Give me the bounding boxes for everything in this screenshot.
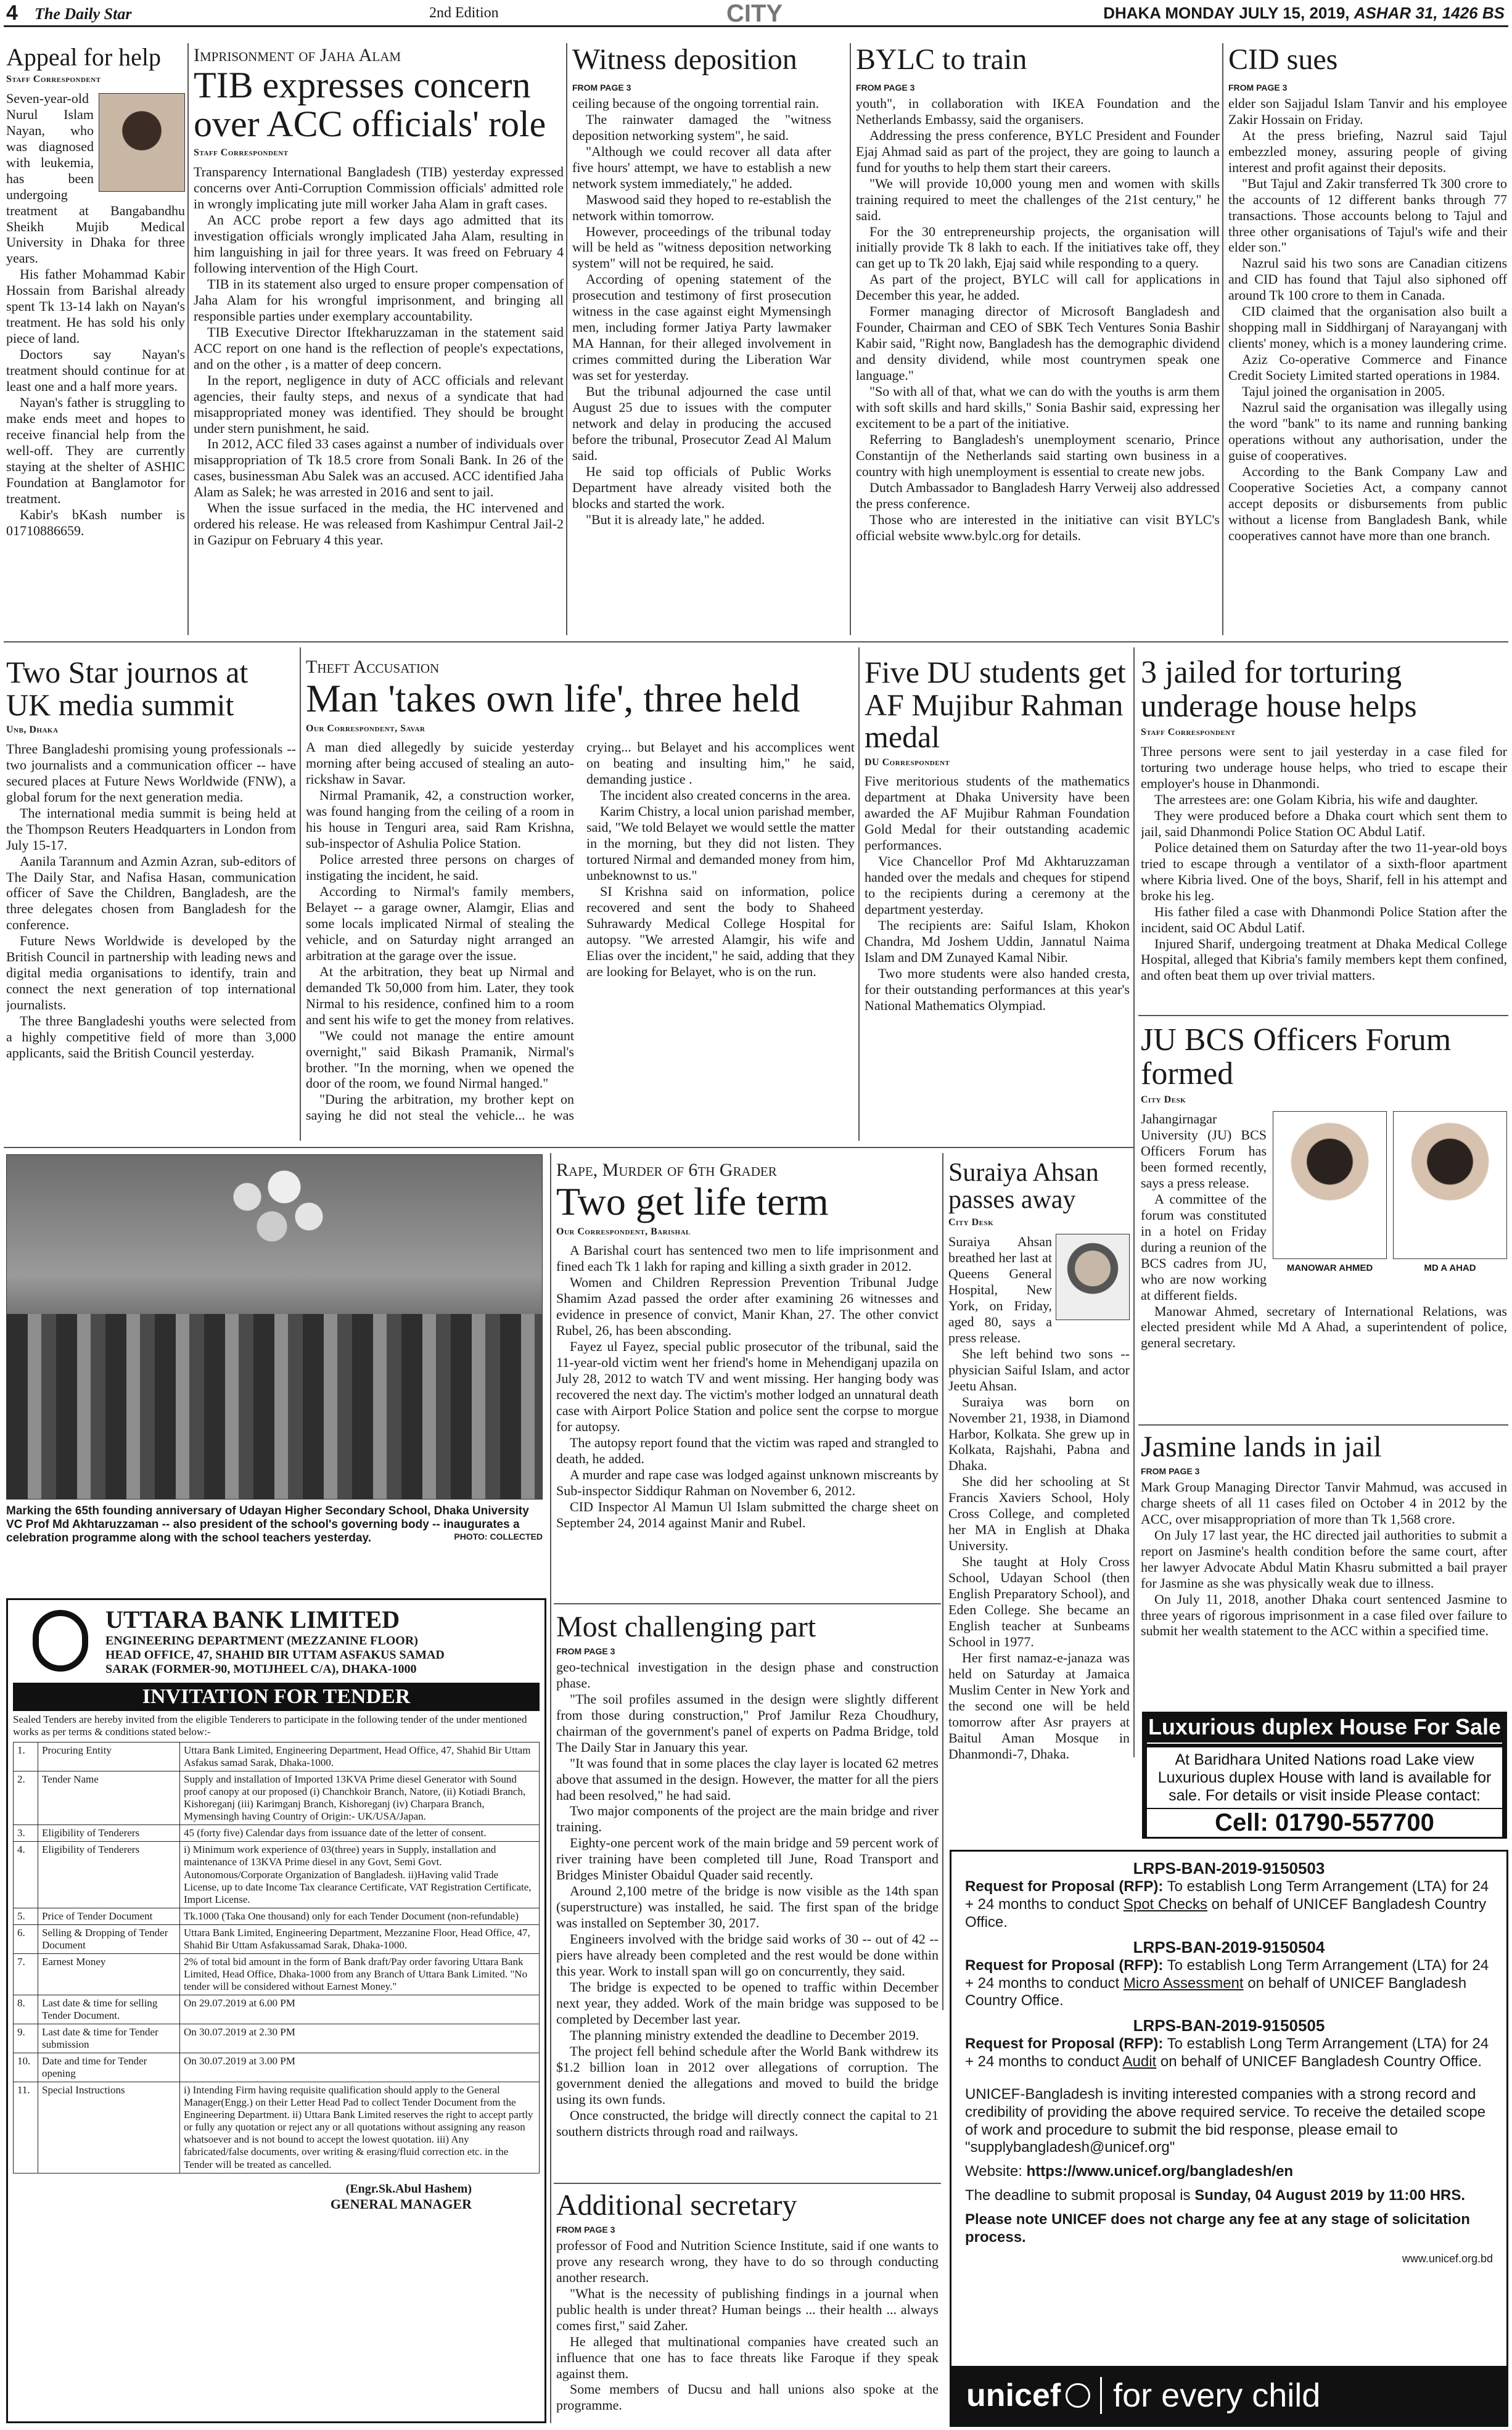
theft-p4: According to Nirmal's family members, Belayet -- a garage owner, Alamgir, Elias and some locals implicated Nirmal of stealing the vehicle, and on Saturday night arranged an arbitration at the garage over the issue. — [306, 884, 574, 963]
tender-row-label: Selling & Dropping of Tender Document — [38, 1924, 180, 1953]
tender-row-value: i) Minimum work experience of 03(three) years in Supply, installation and maintenance of 13KVA Prime diesel in any Govt, Semi Govt. Autonomous/Corporate Organization of Bangladesh. ii)Having valid Trade License, up to date Income Tax clearance Certificate, VAT Registration Certificate, Import License. — [180, 1842, 540, 1908]
witness-headline: Witness deposition — [572, 44, 797, 76]
witness-p2: The rainwater damaged the "witness deposition networking system", he said. — [572, 111, 831, 143]
cid-p5: CID claimed that the organisation also built a shopping mall in Siddhirganj of Narayanganj with clients' money, which is a money laundering crime. — [1228, 303, 1507, 351]
rape-p2: Women and Children Repression Prevention Tribunal Judge Shamim Azad passed the order after examining 26 witnesses and evidence in presence of convict, Manir Khan, 27. The other convict Rubel, 26, has been absconding. — [556, 1275, 939, 1339]
tib-p6: In 2012, ACC filed 33 cases against a number of individuals over misappropriation of Tk 18.5 crore from Sonali Bank. In 26 of the cases, businessman Abu Salek was an accused. ACC identified Jaha Alam as Salek; he was arrested in 2016 and sent to jail. — [194, 436, 564, 500]
ju-photos — [1273, 1111, 1507, 1290]
appeal-p4: Nayan's father is struggling to make ends meet and hopes to receive financial help from the well-off. They are currently staying at the shelter of ASHIC Foundation at Banglamotor for treatment. — [6, 394, 185, 506]
rape-p3: Fayez ul Fayez, special public prosecutor of the tribunal, said the 11-year-old victim went her friend's home in Mehendiganj upazila on July 28, 2012 to watch TV and went missing. Her hanging body was recovered the next day. The victim's mother lodged an unnatural death case with Airport Police Station and police sent the corpse to morgue for autopsy. — [556, 1339, 939, 1434]
secretary-p2: "What is the necessity of publishing findings in a journal when public health is under threat? Human beings ... their health ... always comes first," said Zaher. — [556, 2285, 939, 2333]
tender-row-label: Tender Name — [38, 1771, 180, 1825]
tender-row-number: 1. — [14, 1742, 38, 1771]
tender-banner: INVITATION FOR TENDER — [13, 1683, 540, 1711]
tender-row-number: 9. — [14, 2024, 38, 2053]
theft-kicker: Theft Accusation — [306, 657, 440, 677]
bank-name: UTTARA BANK LIMITED — [105, 1606, 400, 1633]
theft-headline: Man 'takes own life', three held — [306, 676, 800, 721]
du-story — [865, 656, 1130, 1143]
witness-p6: According of opening statement of the prosecution and testimony of first prosecution witness in the case against eight Mymensingh men, including former Jatiya Party lawmaker MA Hannan, for their alleged involvement in crimes committed during the Liberation War was set for yesterday. — [572, 271, 831, 384]
photo-caption-text: Marking the 65th founding anniversary of Udayan Higher Secondary School, Dhaka University VC Prof Md Akhtaruzzaman -- also president of the school's governing body -- inaugurates a celebration programme along with the school teachers yesterday. — [6, 1504, 529, 1545]
jasmine-p3: On July 11, 2018, another Dhaka court sentenced Jasmine to three years of rigorous imprisonment in a case filed over failure to submit her wealth statement to the ACC within a specified time. — [1141, 1591, 1507, 1639]
bank-logo-icon — [33, 1610, 88, 1672]
appeal-p5: Kabir's bKash number is 01710886659. — [6, 506, 185, 538]
rape-p6: CID Inspector Al Mamun Ul Islam submitted the charge sheet on September 24, 2014 against Manir and Rubel. — [556, 1498, 939, 1530]
tender-row-label: Eligibility of Tenderers — [38, 1825, 180, 1842]
twostar-p4: Future News Worldwide is developed by the British Council in partnership with leading news and digital media organisations to identify, train and connect the next generation of top international journalists. — [6, 933, 296, 1013]
jailed-story — [1141, 656, 1507, 1008]
unicef-url[interactable]: www.unicef.org.bd — [1402, 2252, 1493, 2265]
bylc-headline: BYLC to train — [856, 44, 1027, 76]
page-number: 4 — [6, 1, 18, 25]
cid-story — [1228, 44, 1507, 630]
secretary-p3: He alleged that multinational companies have created such an influence that one has to face threats like Faroque if they speak against them. — [556, 2333, 939, 2381]
website-url[interactable]: https://www.unicef.org/bangladesh/en — [1026, 2163, 1294, 2180]
twostar-byline: Unb, Dhaka — [6, 724, 59, 735]
ju-byline: City Desk — [1141, 1094, 1186, 1106]
theft-p1: A man died allegedly by suicide yesterday morning after being accused of stealing an auto-rickshaw in Savar. — [306, 739, 574, 787]
rfp-service: Audit — [1122, 2053, 1157, 2071]
tender-row-number: 7. — [14, 1953, 38, 1995]
rfp-tail: on behalf of UNICEF Bangladesh Country Office. — [1160, 2053, 1482, 2071]
bylc-p7: "So with all of that, what we can do with the youths is arm them with soft skills and hard skills," Sonia Bashir said, expressing her excitement to be a part of the initiative. — [856, 384, 1220, 431]
twostar-p5: The three Bangladeshi youths were selected from a highly competitive field of more than 3,000 applicants, said the British Council yesterday. — [6, 1013, 296, 1061]
tender-row — [14, 1742, 540, 1771]
theft-p10: SI Krishna said on information, police recovered and sent the body to Shaheed Suhrawardy Medical College Hospital for autopsy. "We arrested Alamgir, his wife and Elias over the incident," he said, adding that they are looking for Belayet, who is on the run. — [586, 884, 855, 979]
jailed-p5: His father filed a case with Dhanmondi Police Station after the incident, said OC Abdul Latif. — [1141, 903, 1507, 935]
tender-row-value: 45 (forty five) Calendar days from issuance date of the letter of consent. — [180, 1825, 540, 1842]
rfp-desc: To establish Long Term Arrangement (LTA) for 24 + 24 months to conduct — [965, 1956, 1489, 1992]
appeal-p3: Doctors say Nayan's treatment should continue for at least one and a half more years. — [6, 347, 185, 395]
cid-p7: Tajul joined the organisation in 2005. — [1242, 384, 1445, 400]
theft-p9: Karim Chistry, a local union parishad member, said, "We told Belayet we would settle the matter in the morning, but they did not listen. They tortured Nirmal and demanded money from him, unbeknownst to us." — [586, 803, 855, 884]
theft-p2: Nirmal Pramanik, 42, a construction worker, was found hanging from the ceiling of a room in his house in Tenguri area, said Ram Krishna, sub-inspector of Ashulia Police Station. — [306, 787, 574, 852]
manowar-photo — [1273, 1111, 1387, 1259]
challenging-p5: Eighty-one percent work of the main bridge and 59 percent work of river training have been completed till June, Road Transport and Bridges Minister Obaidul Quader said recently. — [556, 1835, 939, 1883]
challenging-p3: "It was found that in some places the clay layer is located 62 metres above that assumed in the design. However, the matter for all the piers had been resolved," he had said. — [556, 1755, 939, 1803]
tender-row-label: Special Instructions — [38, 2082, 180, 2173]
bylc-p8: Referring to Bangladesh's unemployment scenario, Prince Constantijn of the Netherlands said starting own business in a country with high unemployment is essential to create new jobs. — [856, 431, 1220, 479]
theft-p8: The incident also created concerns in the area. — [600, 787, 851, 803]
jailed-headline: 3 jailed for torturing underage house helps — [1141, 656, 1417, 724]
jasmine-story — [1141, 1432, 1507, 1703]
rfp-text — [965, 1878, 1493, 1931]
appeal-p2: His father Mohammad Kabir Hossain from Barishal already spent Tk 13-14 lakh on Nayan's treatment. He has sold his only piece of land. — [6, 266, 185, 347]
challenging-p1: geo-technical investigation in the design phase and construction phase. — [556, 1659, 939, 1691]
jailed-p1: Three persons were sent to jail yesterday in a case filed for torturing two underage house helps, who tried to escape their employer's house in Dhanmondi. — [1141, 744, 1507, 791]
suraiya-p4: She did her schooling at St Francis Xaviers School, Holy Cross College, and completed her MA in English at Dhaka University. — [948, 1474, 1130, 1554]
rape-story — [556, 1159, 939, 1603]
twostar-story — [6, 656, 296, 1143]
secretary-story — [556, 2190, 939, 2428]
ju-story — [1141, 1024, 1507, 1418]
appeal-story — [6, 44, 185, 630]
duplex-cell: Cell: 01790-557700 — [1147, 1809, 1502, 1837]
bylc-p1: youth", in collaboration with IKEA Foundation and the Netherlands Embassy, said the organisers. — [856, 95, 1220, 127]
tender-row-number: 8. — [14, 1995, 38, 2024]
challenging-p8: The bridge is expected to be opened to traffic within December next year, they added. Work of the main bridge was supposed to be completed by December last year. — [556, 1979, 939, 2027]
jasmine-from: FROM PAGE 3 — [1141, 1466, 1200, 1477]
appeal-byline: Staff Correspondent — [6, 74, 101, 84]
secretary-headline: Additional secretary — [556, 2190, 797, 2222]
ju-p2: A committee of the forum was constituted in a hotel on Friday during a reunion of the BCS cadres from JU, who are now working at different fields. — [1141, 1191, 1267, 1303]
du-p1: Five meritorious students of the mathematics department at Dhaka University have been awarded the AF Mujibur Rahman Foundation Gold Medal for their outstanding academic performances. — [865, 773, 1130, 853]
bank-dept: ENGINEERING DEPARTMENT (MEZZANINE FLOOR) — [105, 1634, 418, 1648]
bylc-from: FROM PAGE 3 — [856, 83, 915, 93]
rfp-ref: LRPS-BAN-2019-9150504 — [1133, 1937, 1325, 1956]
appeal-headline: Appeal for help — [6, 44, 162, 71]
twostar-p1: Three Bangladeshi promising young professionals -- two journalists and a communication officer -- have secured places at Future News Worldwide (FNW), a global forum for the next generation media. — [6, 741, 296, 805]
bangla-date: ASHAR 31, 1426 BS — [1354, 4, 1505, 22]
rfp-block — [965, 1859, 1493, 1932]
tender-row-value: 2% of total bid amount in the form of Bank draft/Pay order favoring Uttara Bank Limited, Head Office, Dhaka-1000 from any Branch of Uttara Bank Limited. "No tender will be considered without Earnest Money." — [180, 1953, 540, 1995]
rfp-label: Request for Proposal (RFP): — [965, 1878, 1164, 1895]
bank-signer-title: GENERAL MANAGER — [330, 2196, 472, 2212]
tender-row — [14, 2024, 540, 2053]
tender-row-number: 6. — [14, 1924, 38, 1953]
tender-row — [14, 1825, 540, 1842]
rape-headline: Two get life term — [556, 1180, 829, 1224]
bylc-p6: Former managing director of Microsoft Bangladesh and Founder, Chairman and CEO of SBK Tech Ventures Sonia Bashir Kabir said, "Right now, Bangladesh has the demographic dividend and density dividend, while most countrymen speak one language." — [856, 303, 1220, 384]
suraiya-p6: Her first namaz-e-janaza was held on Saturday at Jamaica Muslim Center in New York and the second one will be held tomorrow after Asr prayers at Baitul Aman Mosque in Dhanmondi-7, Dhaka. — [948, 1649, 1130, 1762]
suraiya-p3: Suraiya was born on November 21, 1938, in Diamond Harbor, Kolkata. She grew up in Kolkata, Rajshahi, Pabna and Dhaka. — [948, 1394, 1130, 1474]
bank-signer: (Engr.Sk.Abul Hashem) — [345, 2182, 472, 2196]
globe-icon — [1066, 2383, 1090, 2408]
tib-p5: In the report, negligence in duty of ACC officials and relevant agencies, their faulty steps, and nexus of a syndicate that had misappropriated money was identified. They should be brought under stern punishment, he said. — [194, 372, 564, 436]
cid-from: FROM PAGE 3 — [1228, 83, 1288, 93]
tender-row — [14, 2082, 540, 2173]
tender-row-number: 3. — [14, 1825, 38, 1842]
tender-row-value: i) Intending Firm having requisite qualification should apply to the General Manager(Engg.) on their Letter Head Pad to collect Tender Document from the Engineering Department. ii) Uttara Bank Limited reserves the right to accept partly or fully any quotation or reject any or all quotations without assigning any reason whatsoever and is not bound to accept the lowest quotation. iii) Any fabricated/false documents, over writing & erasing/fluid correction etc. in the Tender will be treated as cancelled. — [180, 2082, 540, 2173]
witness-story — [572, 44, 831, 630]
unicef-footer — [951, 2366, 1506, 2425]
theft-p3: Police arrested three persons on charges of instigating the incident, he said. — [306, 852, 574, 884]
cid-p8: Nazrul said the organisation was illegally using the word "bank" to its name and running banking operations without any authorisation, under the guise of cooperatives. — [1228, 400, 1507, 463]
challenging-p4: Two major components of the project are the main bridge and river training. — [556, 1803, 939, 1835]
rape-byline: Our Correspondent, Barishal — [556, 1226, 691, 1237]
tib-kicker: Imprisonment of Jaha Alam — [194, 45, 401, 65]
du-p4: Two more students were also handed cresta, for their outstanding performances at this year's National Mathematics Olympiad. — [865, 965, 1130, 1013]
tender-row-value: Uttara Bank Limited, Engineering Department, Mezzanine Floor, Head Office, 47, Shahid Bir Uttam Asfakussamad Sarak, Dhaka-1000. — [180, 1924, 540, 1953]
tender-row-value: Supply and installation of Imported 13KVA Prime diesel Generator with Sound proof canopy at our proposed (i) Chanchkoir Branch, Natore, (ii) Kotiadi Branch, Kishoreganj (iii) Karimganj Branch, Kishoreganj (iv) Charpara Branch, Mymensingh having Country of Origin:- UK/USA/Japan. — [180, 1771, 540, 1825]
tender-row-label: Procuring Entity — [38, 1742, 180, 1771]
theft-story — [306, 656, 855, 1143]
secretary-p1: professor of Food and Nutrition Science Institute, said if one wants to prove any research wrong, they have to do so through conducting another research. — [556, 2237, 939, 2285]
ahad-photo — [1393, 1111, 1507, 1259]
witness-p9: "But it is already late," he added. — [586, 511, 765, 527]
deadline-value: Sunday, 04 August 2019 by 11:00 HRS. — [1194, 2186, 1466, 2204]
witness-p5: However, proceedings of the tribunal today will be held as "witness deposition networking system" will not be required, he said. — [572, 223, 831, 271]
rfp-block — [965, 2016, 1493, 2071]
tender-row-value: Uttara Bank Limited, Engineering Department, Head Office, 47, Shahid Bir Uttam Asfakus samad Sarak, Dhaka-1000. — [180, 1742, 540, 1771]
tender-row-value: Tk.1000 (Taka One thousand) only for each Tender Document (non-refundable) — [180, 1908, 540, 1924]
rfp-tail: on behalf of UNICEF Bangladesh Country Office. — [965, 1895, 1487, 1931]
website-label: Website: — [965, 2163, 1022, 2180]
witness-p8: He said top officials of Public Works Department have already visited both the blocks and started the work. — [572, 463, 831, 511]
theft-byline: Our Correspondent, Savar — [306, 723, 425, 734]
jailed-p3: They were produced before a Dhaka court which sent them to jail, said Dhanmondi Police Station OC Abdul Latif. — [1141, 807, 1507, 839]
unicef-logo: unicef — [966, 2378, 1061, 2413]
ju-headline: JU BCS Officers Forum formed — [1141, 1024, 1452, 1091]
tender-row — [14, 1953, 540, 1995]
suraiya-p5: She taught at Holy Cross School, Udayan School (then English Preparatory School), and Eden College. She became an English teacher at Sunbeams School in 1977. — [948, 1554, 1130, 1649]
rfp-ref: LRPS-BAN-2019-9150503 — [1133, 1859, 1325, 1878]
tib-p7: When the issue surfaced in the media, the HC intervened and ordered his release. He was released from Kashimpur Central Jail-2 in Gazipur on February 4 this year. — [194, 500, 564, 548]
rfp-text — [965, 2035, 1493, 2071]
unicef-tagline: for every child — [1113, 2376, 1321, 2414]
suraiya-photo — [1056, 1234, 1130, 1320]
uttara-bank-ad — [6, 1598, 546, 2423]
ju-p1: Jahangirnagar University (JU) BCS Officers Forum has been formed recently, says a press release. — [1141, 1111, 1267, 1191]
cid-p2: At the press briefing, Nazrul said Tajul embezzled money, assuring people of giving interest and profit against their deposits. — [1228, 127, 1507, 175]
bank-address2: SARAK (FORMER-90, MOTIJHEEL C/A), DHAKA-1000 — [105, 1662, 417, 1676]
cid-p1: elder son Sajjadul Islam Tanvir and his employee Zakir Hossain on Friday. — [1228, 95, 1507, 127]
tender-row — [14, 1842, 540, 1908]
suraiya-byline: City Desk — [948, 1217, 994, 1228]
theft-p6: "We could not manage the entire amount overnight," said Bikash Pramanik, Nirmal's brother. "In the morning, when we opened the door of the room, we found Nirmal hanged." — [306, 1027, 574, 1091]
witness-p3: "Although we could recover all data after five hours' attempt, we have to establish a new network system immediately," he added. — [572, 143, 831, 191]
rape-p4: The autopsy report found that the victim was raped and strangled to death, he added. — [556, 1434, 939, 1466]
edition-label: 2nd Edition — [429, 5, 499, 21]
challenging-from: FROM PAGE 3 — [556, 1646, 615, 1657]
tender-row — [14, 2053, 540, 2082]
jailed-p4: Police detained them on Saturday after the two 11-year-old boys tried to escape through a ventilator of a sixth-floor apartment where Kibria lived. One of the boys, Sharif, fell in his attempt and broke his leg. — [1141, 839, 1507, 903]
rape-p5: A murder and rape case was lodged against unknown miscreants by Sub-inspector Siddiqur Rahman on November 6, 2012. — [556, 1466, 939, 1498]
school-celebration-photo — [6, 1154, 543, 1500]
cid-p9: According to the Bank Company Law and Cooperative Societies Act, a company cannot accept deposits or disbursements from public without a license from Bangladesh Bank, while cooperatives cannot have more than one branch. — [1228, 463, 1507, 543]
suraiya-p2: She left behind two sons -- physician Saiful Islam, and actor Jeetu Ahsan. — [948, 1345, 1130, 1394]
paper-name: The Daily Star — [35, 5, 132, 23]
secretary-p4: Some members of Ducsu and hall unions also spoke at the programme. — [556, 2381, 939, 2413]
tib-story — [194, 44, 564, 630]
theft-columns — [306, 739, 855, 1134]
rfp-label: Request for Proposal (RFP): — [965, 1956, 1164, 1974]
unicef-note: Please note UNICEF does not charge any fee at any stage of solicitation process. — [965, 2210, 1470, 2246]
tender-row-label: Eligibility of Tenderers — [38, 1842, 180, 1908]
tender-row-number: 11. — [14, 2082, 38, 2173]
photo-credit: PHOTO: COLLECTED — [454, 1532, 543, 1541]
jailed-p6: Injured Sharif, undergoing treatment at Dhaka Medical College Hospital, alleged that Kibria's family members kept them confined, and often beat them up over trivial matters. — [1141, 935, 1507, 983]
secretary-from: FROM PAGE 3 — [556, 2225, 615, 2235]
appeal-p1: Seven-year-old Nurul Islam Nayan, who was diagnosed with leukemia, has been undergoing treatment at Bangabandhu Sheikh Mujib Medical University in Dhaka for three years. — [6, 90, 185, 266]
tender-row-label: Price of Tender Document — [38, 1908, 180, 1924]
bank-address1: HEAD OFFICE, 47, SHAHID BIR UTTAM ASFAKUS SAMAD — [105, 1648, 445, 1662]
tender-row-value: On 29.07.2019 at 6.00 PM — [180, 1995, 540, 2024]
dateline — [1103, 4, 1505, 23]
theft-p7: "During the arbitration, my brother kept on saying he did not steal the vehicle... he was crying... but Belayet and his accomplices went on beating and insulting him," he said, demanding justice . — [306, 739, 855, 1123]
manowar-caption: MANOWAR AHMED — [1286, 1263, 1373, 1274]
tender-row-number: 4. — [14, 1842, 38, 1908]
ju-p3: Manowar Ahmed, secretary of International Relations, was elected president while Md A Ahad, a superintendent of police, general secretary. — [1141, 1303, 1507, 1351]
witness-from: FROM PAGE 3 — [572, 83, 631, 93]
du-p2: Vice Chancellor Prof Md Akhtaruzzaman handed over the medals and cheques for stipend to the recipients during a ceremony at the department yesterday. — [865, 853, 1130, 917]
tender-row — [14, 1771, 540, 1825]
balloons — [210, 1167, 334, 1266]
twostar-p2: The international media summit is being held at the Thompson Reuters Headquarters in London from July 15-17. — [6, 805, 296, 853]
photo-caption — [6, 1504, 543, 1545]
crowd — [7, 1314, 542, 1499]
masthead — [4, 0, 1508, 27]
deadline-label: The deadline to submit proposal is — [965, 2186, 1191, 2204]
tib-byline: Staff Correspondent — [194, 147, 289, 158]
du-p3: The recipients are: Saiful Islam, Khokon Chandra, Md Joshem Uddin, Jannatul Naima Islam and DM Zunayed Kamal Nibir. — [865, 917, 1130, 965]
cid-p4: Nazrul said his two sons are Canadian citizens and CID has found that Tajul also siphoned off around Tk 100 crore to them in Canada. — [1228, 255, 1507, 303]
tender-row — [14, 1924, 540, 1953]
bylc-p10: Those who are interested in the initiative can visit BYLC's official website www.bylc.org for details. — [856, 511, 1220, 543]
challenging-headline: Most challenging part — [556, 1612, 816, 1643]
jasmine-headline: Jasmine lands in jail — [1141, 1432, 1382, 1463]
rfp-text — [965, 1957, 1493, 2010]
witness-p7: But the tribunal adjourned the case until August 25 due to issues with the computer network and delay in producing the accused before the tribunal, Prosecutor Zead Al Malum said. — [572, 384, 831, 463]
bylc-p5: As part of the project, BYLC will call for applications in December this year, he added. — [856, 271, 1220, 303]
nayan-photo — [99, 93, 185, 192]
jailed-byline: Staff Correspondent — [1141, 727, 1236, 738]
tib-p2: An ACC probe report a few days ago admitted that its investigation officials wrongly implicated Jaha Alam, resulting in him languishing in jail for three years. It was freed on February 4 following intervention of the High Court. — [194, 212, 564, 276]
cid-headline: CID sues — [1228, 44, 1338, 76]
unicef-deadline — [951, 2181, 1506, 2205]
tib-p1: Transparency International Bangladesh (TIB) yesterday expressed concerns over Anti-Corruption Commission officials' admitted role in wrongly implicating jute mill worker Jaha Alam in graft cases. — [194, 164, 564, 212]
rfp-tail: on behalf of UNICEF Bangladesh Country Office. — [965, 1974, 1467, 2009]
rfp-service: Micro Assessment — [1123, 1974, 1244, 1992]
twostar-p3: Aanila Tarannum and Azmin Azran, sub-editors of The Daily Star, and Nafisa Hasan, communication officer of Save the Children, Bangladesh, are the three delegates chosen from Bangladesh for the conference. — [6, 853, 296, 933]
rfp-desc: To establish Long Term Arrangement (LTA) for 24 + 24 months to conduct — [965, 2035, 1489, 2071]
twostar-headline: Two Star journos at UK media summit — [6, 656, 249, 722]
tib-p3: TIB in its statement also urged to ensure proper compensation of Jaha Alam for his wrongful imprisonment, and bringing all responsible parties under exemplary accountability. — [194, 276, 564, 324]
duplex-title: Luxurious duplex House For Sale — [1147, 1714, 1502, 1744]
tib-p4: TIB Executive Director Iftekharuzzaman in the statement said ACC report on one hand is the reflection of people's expectations, and on the other , is a matter of deep concern. — [194, 324, 564, 372]
du-byline: DU Correspondent — [865, 757, 950, 768]
date-text: DHAKA MONDAY JULY 15, 2019, — [1103, 4, 1350, 22]
rfp-service: Spot Checks — [1123, 1895, 1207, 1913]
tender-row-number: 10. — [14, 2053, 38, 2082]
unicef-ad — [950, 1850, 1508, 2427]
rape-p1: A Barishal court has sentenced two men to life imprisonment and fined each Tk 1 lakh for raping and killing a sixth grader in 2012. — [556, 1242, 939, 1275]
bylc-p3: "We will provide 10,000 young men and women with skills training required to meet the challenges of the 21st century," he said. — [856, 175, 1220, 223]
tender-row — [14, 1995, 540, 2024]
challenging-p2: "The soil profiles assumed in the design were slightly different from those during construction," Prof Jamilur Reza Choudhury, chairman of the government's panel of experts on Padma Bridge, told The Daily Star in January this year. — [556, 1691, 939, 1755]
unicef-invite: UNICEF-Bangladesh is inviting interested companies with a strong record and credibility of providing the above required service. To receive the detailed scope of work and procedure to submit the bid response, please email to "supplybangladesh@unicef.org" — [965, 2085, 1486, 2156]
jasmine-p1: Mark Group Managing Director Tanvir Mahmud, was accused in charge sheets of all 11 cases filed on October 4 in 2012 by the ACC, over misappropriation of more than Tk 1,568 crore. — [1141, 1479, 1507, 1527]
tender-row-number: 2. — [14, 1771, 38, 1825]
bylc-p4: For the 30 entrepreneurship projects, the organisation will initially provide Tk 8 lakh to each. If the initiatives take off, they can get up to Tk 20 lakh, Ejaj said while responding to a query. — [856, 223, 1220, 271]
tender-intro: Sealed Tenders are hereby invited from the eligible Tenderers to participate in the following tender of the under mentioned works as per terms & conditions stated below:- — [13, 1714, 527, 1738]
cid-p6: Aziz Co-operative Commerce and Finance Credit Society Limited started operations in 1984. — [1228, 351, 1507, 384]
tender-row-label: Last date & time for Tender submission — [38, 2024, 180, 2053]
duplex-ad — [1142, 1712, 1507, 1839]
rfp-ref: LRPS-BAN-2019-9150505 — [1133, 2016, 1325, 2035]
suraiya-p1: Suraiya Ahsan breathed her last at Queens General Hospital, New York, on Friday, aged 80, says a press release. — [948, 1234, 1052, 1345]
jailed-p2: The arrestees are: one Golam Kibria, his wife and daughter. — [1154, 791, 1478, 807]
rfp-list — [951, 1852, 1506, 2071]
challenging-story — [556, 1612, 939, 2179]
challenging-p9: The planning ministry extended the deadline to December 2019. — [570, 2027, 919, 2043]
challenging-p7: Engineers involved with the bridge said works of 30 -- out of 42 -- piers have already been completed and the rest would be done within this year. Work to install span will go on concurrently, they said. — [556, 1931, 939, 1979]
rfp-label: Request for Proposal (RFP): — [965, 2035, 1164, 2053]
tender-row-value: On 30.07.2019 at 3.00 PM — [180, 2053, 540, 2082]
cid-p3: "But Tajul and Zakir transferred Tk 300 crore to the accounts of 12 different banks through 77 transactions. Those accounts belong to Tajul and three other organisations of Tajul's wife and their elder son." — [1228, 175, 1507, 255]
jasmine-p2: On July 17 last year, the HC directed jail authorities to submit a report on Jasmine's health condition before the same court, after her lawyer Advocate Abdul Matin Khasru submitted a bail prayer for Jasmine as she was physically weak due to illness. — [1141, 1527, 1507, 1591]
witness-p4: Maswood said they hoped to re-establish the network within tomorrow. — [572, 191, 831, 223]
tender-table — [13, 1742, 540, 2173]
du-headline: Five DU students get AF Mujibur Rahman medal — [865, 656, 1126, 754]
tender-row-label: Date and time for Tender opening — [38, 2053, 180, 2082]
tib-headline: TIB expresses concern over ACC officials' role — [194, 65, 546, 145]
ahad-caption: MD A AHAD — [1424, 1263, 1476, 1274]
challenging-p6: Around 2,100 metre of the bridge is now visible as the 14th span (superstructure) was installed, he said. The first span of the bridge was installed on September 30, 2017. — [556, 1883, 939, 1931]
tender-row-value: On 30.07.2019 at 2.30 PM — [180, 2024, 540, 2053]
rfp-desc: To establish Long Term Arrangement (LTA) for 24 + 24 months to conduct — [965, 1878, 1489, 1913]
bylc-p9: Dutch Ambassador to Bangladesh Harry Verweij also addressed the press conference. — [856, 479, 1220, 511]
bylc-story — [856, 44, 1220, 630]
challenging-p10: The project fell behind schedule after the World Bank withdrew its $1.2 billion loan in 2012 over allegations of corruption. The government denied the allegations and moved to build the bridge using its own funds. — [556, 2043, 939, 2107]
unicef-website — [951, 2157, 1506, 2181]
bylc-p2: Addressing the press conference, BYLC President and Founder Ejaj Ahmad said as part of the project, they are going to launch a fund for youths to help them start their careers. — [856, 127, 1220, 175]
tender-row-number: 5. — [14, 1908, 38, 1924]
tender-row — [14, 1908, 540, 1924]
section-label: CITY — [726, 0, 783, 27]
challenging-p11: Once constructed, the bridge will directly connect the capital to 21 southern districts through road and railways. — [556, 2107, 939, 2139]
theft-p5: At the arbitration, they beat up Nirmal and demanded Tk 50,000 from him. Later, they took Nirmal to his residence, confined him to a room and sent his wife to get the money from relatives. — [306, 963, 574, 1027]
rape-kicker: Rape, Murder of 6th Grader — [556, 1160, 777, 1180]
duplex-text: At Baridhara United Nations road Lake view Luxurious duplex House with land is available for sale. For details or visit inside Please contact: — [1147, 1747, 1502, 1808]
rfp-block — [965, 1938, 1493, 2011]
suraiya-headline: Suraiya Ahsan passes away — [948, 1159, 1099, 1215]
divider-bar — [1100, 2377, 1102, 2414]
witness-p1: ceiling because of the ongoing torrential rain. — [572, 95, 820, 111]
tender-row-label: Last date & time for selling Tender Document. — [38, 1995, 180, 2024]
tender-row-label: Earnest Money — [38, 1953, 180, 1995]
